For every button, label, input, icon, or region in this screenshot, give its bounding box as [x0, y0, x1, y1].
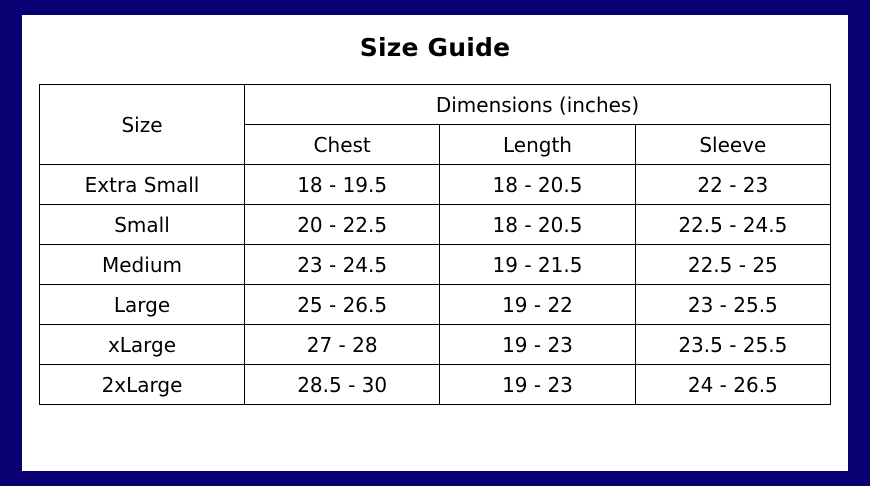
- cell-sleeve: 22.5 - 24.5: [635, 205, 830, 245]
- cell-length: 19 - 21.5: [440, 245, 635, 285]
- header-chest: Chest: [245, 125, 440, 165]
- header-dimensions: Dimensions (inches): [245, 85, 831, 125]
- table-header-row-primary: [40, 85, 831, 125]
- table-row: [40, 205, 831, 245]
- cell-length: 19 - 23: [440, 325, 635, 365]
- cell-chest: 28.5 - 30: [245, 365, 440, 405]
- table-row: [40, 285, 831, 325]
- cell-size: Medium: [40, 245, 245, 285]
- cell-sleeve: 23 - 25.5: [635, 285, 830, 325]
- cell-sleeve: 22 - 23: [635, 165, 830, 205]
- cell-sleeve: 23.5 - 25.5: [635, 325, 830, 365]
- cell-length: 19 - 22: [440, 285, 635, 325]
- cell-chest: 23 - 24.5: [245, 245, 440, 285]
- header-length: Length: [440, 125, 635, 165]
- header-size: Size: [40, 85, 245, 165]
- size-guide-page: [22, 15, 848, 471]
- cell-chest: 18 - 19.5: [245, 165, 440, 205]
- cell-length: 18 - 20.5: [440, 205, 635, 245]
- page-title: Size Guide: [359, 33, 511, 62]
- cell-size: Small: [40, 205, 245, 245]
- cell-length: 19 - 23: [440, 365, 635, 405]
- cell-sleeve: 24 - 26.5: [635, 365, 830, 405]
- table-row: [40, 165, 831, 205]
- cell-size: 2xLarge: [40, 365, 245, 405]
- cell-size: Large: [40, 285, 245, 325]
- table-row: [40, 245, 831, 285]
- cell-length: 18 - 20.5: [440, 165, 635, 205]
- cell-chest: 20 - 22.5: [245, 205, 440, 245]
- table-row: [40, 365, 831, 405]
- table-row: [40, 325, 831, 365]
- size-table-container: [22, 84, 848, 405]
- size-guide-table: [39, 84, 831, 405]
- cell-size: Extra Small: [40, 165, 245, 205]
- cell-chest: 27 - 28: [245, 325, 440, 365]
- cell-size: xLarge: [40, 325, 245, 365]
- cell-chest: 25 - 26.5: [245, 285, 440, 325]
- cell-sleeve: 22.5 - 25: [635, 245, 830, 285]
- header-sleeve: Sleeve: [635, 125, 830, 165]
